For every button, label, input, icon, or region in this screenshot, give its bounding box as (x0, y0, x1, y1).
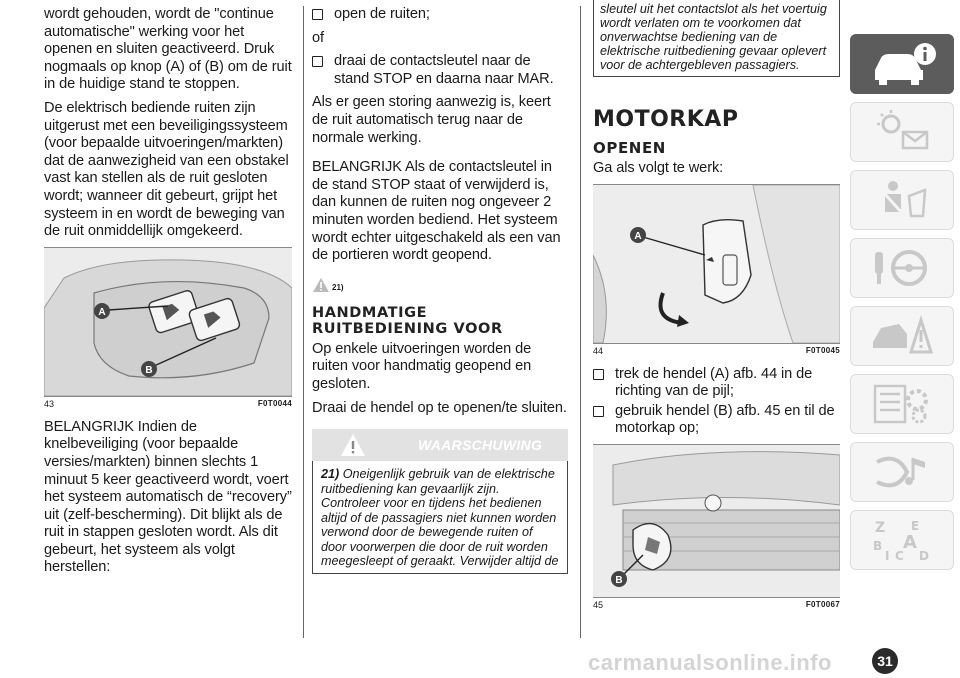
figure-45 (593, 444, 840, 598)
seatbelt-safety-icon (867, 176, 937, 224)
warning-text: Oneigenlijk gebruik van de elektrische ruitbediening kan gevaarlijk zijn. Controleer voor en tijdens het bedienen altijd of de passagiers niet kunnen worden verwond door de bewegende ruiten of door voorwerpen die door de ruit worden meegesleept of geraakt. Verwijder altijd de (321, 467, 559, 569)
paragraph: De elektrisch bediende ruiten zijn uitgerust met een beveiligingssysteem (voor bepaalde uitvoeringen/markten) dat de aanwezigheid van een obstakel vast kan stellen als de ruit gesloten wordt; wanneer dit gebeurt, grijpt het systeem in en wordt de beweging van de ruit onmiddellijk omgekeerd. (44, 99, 289, 240)
section-heading (312, 305, 568, 337)
column-2 (312, 6, 568, 574)
label-a: A (98, 306, 106, 318)
column-divider (303, 6, 304, 638)
svg-text:C: C (895, 549, 904, 563)
multimedia-icon (867, 448, 937, 496)
figure-number: 45 (593, 599, 604, 610)
paragraph: wordt gehouden, wordt de "continue automatische" werking voor het openen en sluiten geactiveerd. Druk nogmaals op knop (A) of (B) om de ruit in de huidige stand te stoppen. (44, 6, 292, 93)
figure-number: 43 (44, 398, 55, 409)
figure-caption (593, 346, 840, 356)
column-3 (593, 2, 840, 620)
paragraph: Ga als volgt te werk: (593, 160, 724, 176)
bullet-item: trek de hendel (A) afb. 44 in de richting van de pijl; (593, 366, 840, 401)
paragraph: of (312, 29, 324, 46)
figure-code: F0T0045 (805, 345, 840, 355)
warning-triangle-icon (340, 433, 366, 457)
chapter-tabs (850, 34, 954, 578)
svg-text:Z: Z (875, 520, 886, 536)
label-a: A (634, 230, 642, 242)
figure-code: F0T0067 (805, 599, 840, 609)
svg-text:B: B (873, 539, 883, 553)
warning-number: 21) (321, 467, 340, 482)
svg-text:E: E (911, 519, 920, 533)
paragraph: Draai de hendel op te openen/te sluiten. (312, 399, 567, 416)
bullet-item: open de ruiten; (312, 6, 568, 24)
paragraph: Als er geen storing aanwezig is, keert de ruit automatisch terug naar de normale werking. (312, 94, 551, 146)
paragraph: Op enkele uitvoeringen worden de ruiten voor handmatig geopend en gesloten. (312, 340, 532, 392)
figure-caption (44, 399, 292, 409)
dashboard-lights-icon (867, 108, 937, 156)
warning-body (312, 461, 568, 574)
window-switch-illustration (44, 248, 292, 396)
heading-line: RUITBEDIENING VOOR (312, 320, 503, 337)
subsection-title: OPENEN (593, 139, 666, 157)
tab-multimedia[interactable] (850, 442, 954, 502)
figure-44 (593, 184, 840, 344)
figure-43 (44, 247, 292, 397)
tab-car-info[interactable] (850, 34, 954, 94)
heading-line: HANDMATIGE (312, 304, 428, 321)
svg-text:A: A (903, 532, 917, 553)
tab-dashboard-lights[interactable] (850, 102, 954, 162)
paragraph: BELANGRIJK Indien de knelbeveiliging (voor bepaalde versies/markten) binnen slechts 1 minuut 5 keer geactiveerd wordt, voert het systeem automatisch de “recovery” uit (zelf-bescherming). Dit blijkt als de ruit in stappen gesloten wordt. Als dit gebeurt, het systeem als volgt herstellen: (44, 418, 292, 576)
tab-starting-driving[interactable] (850, 238, 954, 298)
hood-lever-illustration (593, 185, 840, 343)
warning-triangle-icon (312, 277, 330, 293)
svg-text:D: D (919, 549, 929, 563)
figure-caption (593, 600, 840, 610)
svg-text:I: I (885, 549, 890, 563)
page-number: 31 (872, 648, 898, 674)
steering-key-icon (867, 244, 937, 292)
tab-index[interactable] (850, 510, 954, 570)
car-info-icon (867, 40, 937, 88)
tab-maintenance[interactable] (850, 374, 954, 434)
section-title: MOTORKAP (593, 107, 739, 132)
bullet-item: draai de contactsleutel naar de stand STOP en daarna naar MAR. (312, 53, 568, 88)
reference-number: 21) (332, 282, 344, 292)
paragraph: BELANGRIJK Als de contactsleutel in de stand STOP staat of verwijderd is, dan kunnen de ruiten nog ongeveer 2 minuten worden bediend. Het systeem wordt echter uitgeschakeld als een van de portieren wordt geopend. (312, 159, 561, 264)
label-b: B (615, 574, 623, 586)
bullet-item: gebruik hendel (B) afb. 45 en til de motorkap op; (593, 403, 840, 438)
emergency-icon (867, 312, 937, 360)
tab-safety[interactable] (850, 170, 954, 230)
figure-number: 44 (593, 345, 604, 356)
watermark: carmanualsonline.info (588, 650, 832, 675)
figure-code: F0T0044 (257, 398, 292, 408)
label-b: B (145, 364, 153, 376)
warning-continuation: sleutel uit het contactslot als het voertuig wordt verlaten om te voorkomen dat onverwachtse bediening van de elektrische ruitbediening gevaar oplevert voor de achtergebleven passagiers. (593, 0, 840, 77)
tab-emergency[interactable] (850, 306, 954, 366)
warning-reference (312, 277, 568, 299)
column-divider (580, 6, 581, 638)
warning-header (312, 429, 568, 461)
warning-title: WAARSCHUWING (418, 437, 543, 454)
hood-release-illustration (593, 445, 840, 597)
maintenance-icon (867, 380, 937, 428)
column-1 (44, 6, 292, 583)
index-icon (867, 516, 937, 564)
